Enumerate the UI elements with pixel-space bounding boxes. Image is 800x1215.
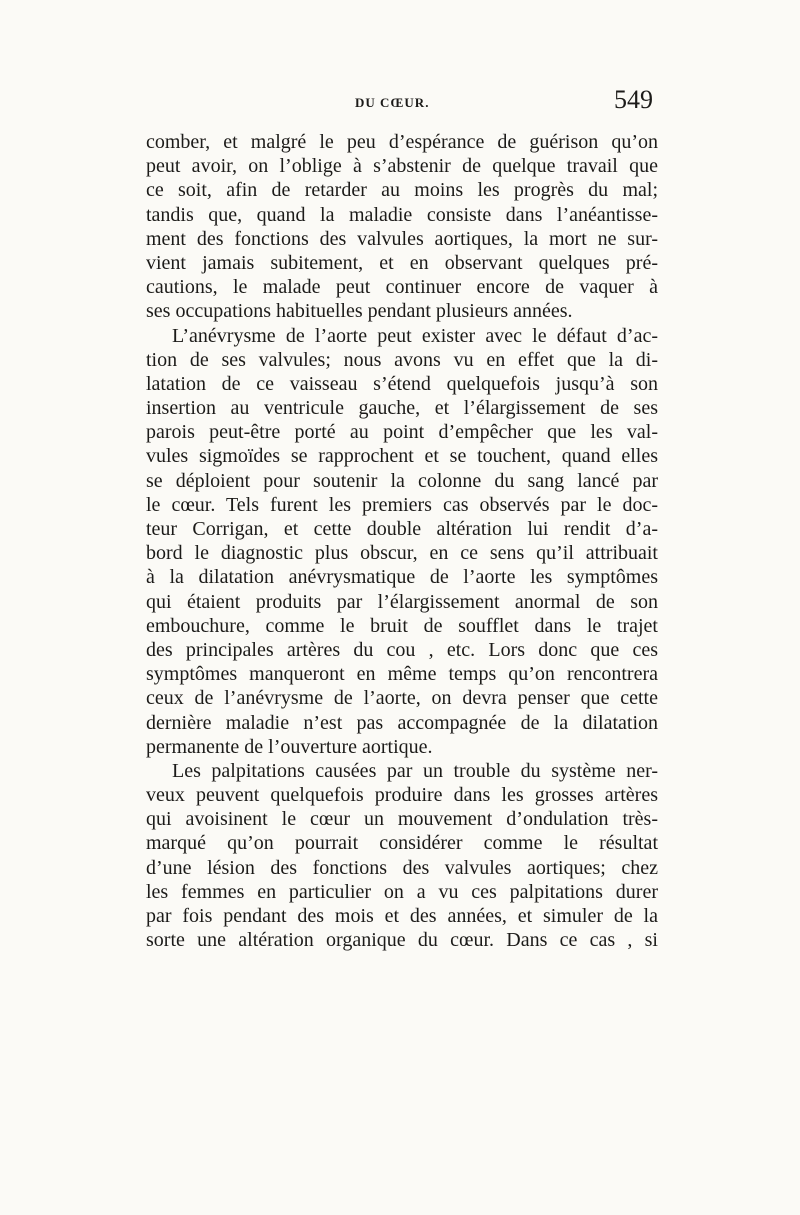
text-line: se déploient pour soutenir la colonne du sang lancé par bbox=[146, 469, 658, 492]
page-header bbox=[0, 85, 800, 125]
text-line: les femmes en particulier on a vu ces palpitations durer bbox=[146, 880, 658, 903]
text-line: teur Corrigan, et cette double altération lui rendit d’a- bbox=[146, 518, 658, 540]
text-line: marqué qu’on pourrait considérer comme le résultat bbox=[146, 832, 658, 855]
text-line: peut avoir, on l’oblige à s’abstenir de quelque travail que bbox=[146, 155, 658, 178]
text-line: tandis que, quand la maladie consiste dans l’anéantisse- bbox=[146, 203, 658, 226]
body-text bbox=[146, 130, 658, 952]
text-line: ses occupations habituelles pendant plusieurs années. bbox=[146, 300, 573, 323]
text-line: qui étaient produits par l’élargissement anormal de son bbox=[146, 590, 658, 613]
text-line: ce soit, afin de retarder au moins les progrès du mal; bbox=[146, 179, 658, 202]
text-line: vules sigmoïdes se rapprochent et se touchent, quand elles bbox=[146, 445, 658, 468]
text-line: permanente de l’ouverture aortique. bbox=[146, 735, 433, 758]
paragraph-start-line: L’anévrysme de l’aorte peut exister avec le défaut d’ac- bbox=[172, 324, 658, 347]
text-line: ceux de l’anévrysme de l’aorte, on devra penser que cette bbox=[146, 687, 658, 710]
text-line: le cœur. Tels furent les premiers cas observés par le doc- bbox=[146, 493, 658, 516]
page-number: 549 bbox=[614, 85, 653, 114]
text-line: sorte une altération organique du cœur. Dans ce cas , si bbox=[146, 929, 658, 952]
text-line: latation de ce vaisseau s’étend quelquefois jusqu’à son bbox=[146, 372, 658, 395]
text-line: tion de ses valvules; nous avons vu en effet que la di- bbox=[146, 348, 658, 371]
text-line: ment des fonctions des valvules aortiques, la mort ne sur- bbox=[146, 227, 658, 250]
text-line: cautions, le malade peut continuer encore de vaquer à bbox=[146, 276, 658, 299]
text-line: parois peut-être porté au point d’empêcher que les val- bbox=[146, 421, 658, 444]
text-line: vient jamais subitement, et en observant quelques pré- bbox=[146, 251, 658, 274]
text-line: embouchure, comme le bruit de soufflet dans le trajet bbox=[146, 614, 658, 637]
text-line: comber, et malgré le peu d’espérance de guérison qu’on bbox=[146, 131, 658, 153]
text-line: par fois pendant des mois et des années, et simuler de la bbox=[146, 905, 658, 927]
text-line: symptômes manqueront en même temps qu’on rencontrera bbox=[146, 663, 658, 686]
text-line: dernière maladie n’est pas accompagnée de la dilatation bbox=[146, 711, 658, 734]
text-line: bord le diagnostic plus obscur, en ce sens qu’il attribuait bbox=[146, 542, 658, 565]
text-line: qui avoisinent le cœur un mouvement d’ondulation très- bbox=[146, 808, 658, 831]
text-line: insertion au ventricule gauche, et l’élargissement de ses bbox=[146, 397, 658, 420]
text-line: des principales artères du cou , etc. Lors donc que ces bbox=[146, 638, 658, 661]
running-head: DU CŒUR. bbox=[355, 95, 430, 110]
paragraph-start-line: Les palpitations causées par un trouble du système ner- bbox=[172, 759, 658, 782]
text-line: veux peuvent quelquefois produire dans les grosses artères bbox=[146, 784, 658, 807]
text-line: d’une lésion des fonctions des valvules aortiques; chez bbox=[146, 856, 658, 879]
text-line: à la dilatation anévrysmatique de l’aorte les symptômes bbox=[146, 566, 658, 589]
